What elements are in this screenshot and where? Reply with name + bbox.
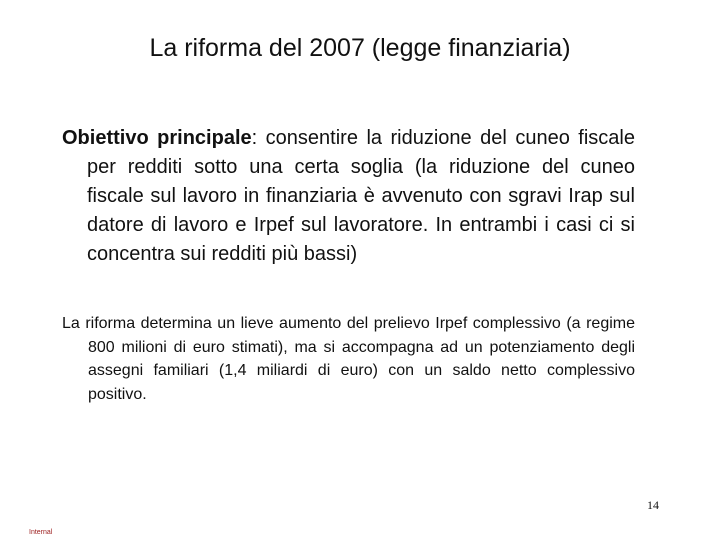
- classification-label: Internal: [29, 529, 53, 536]
- page-number: 14: [647, 498, 659, 512]
- objective-text: : consentire la riduzione del cuneo fiscale per redditi sotto una certa soglia (la riduzione del cuneo fiscale sul lavoro in finanziaria è avvenuto con sgravi Irap sul datore di lavoro e Irpef sul lavoratore. In entrambi i casi ci si concentra sui redditi più bassi): [87, 127, 635, 265]
- slide-title: La riforma del 2007 (legge finanziaria): [149, 34, 571, 62]
- objective-lead: Obiettivo principale: [62, 127, 252, 149]
- main-objective-paragraph: [62, 124, 635, 269]
- secondary-paragraph: La riforma determina un lieve aumento del prelievo Irpef complessivo (a regime 800 milioni di euro stimati), ma si accompagna ad un potenziamento degli assegni familiari (1,4 miliardi di euro) con un saldo netto complessivo positivo.: [62, 315, 635, 403]
